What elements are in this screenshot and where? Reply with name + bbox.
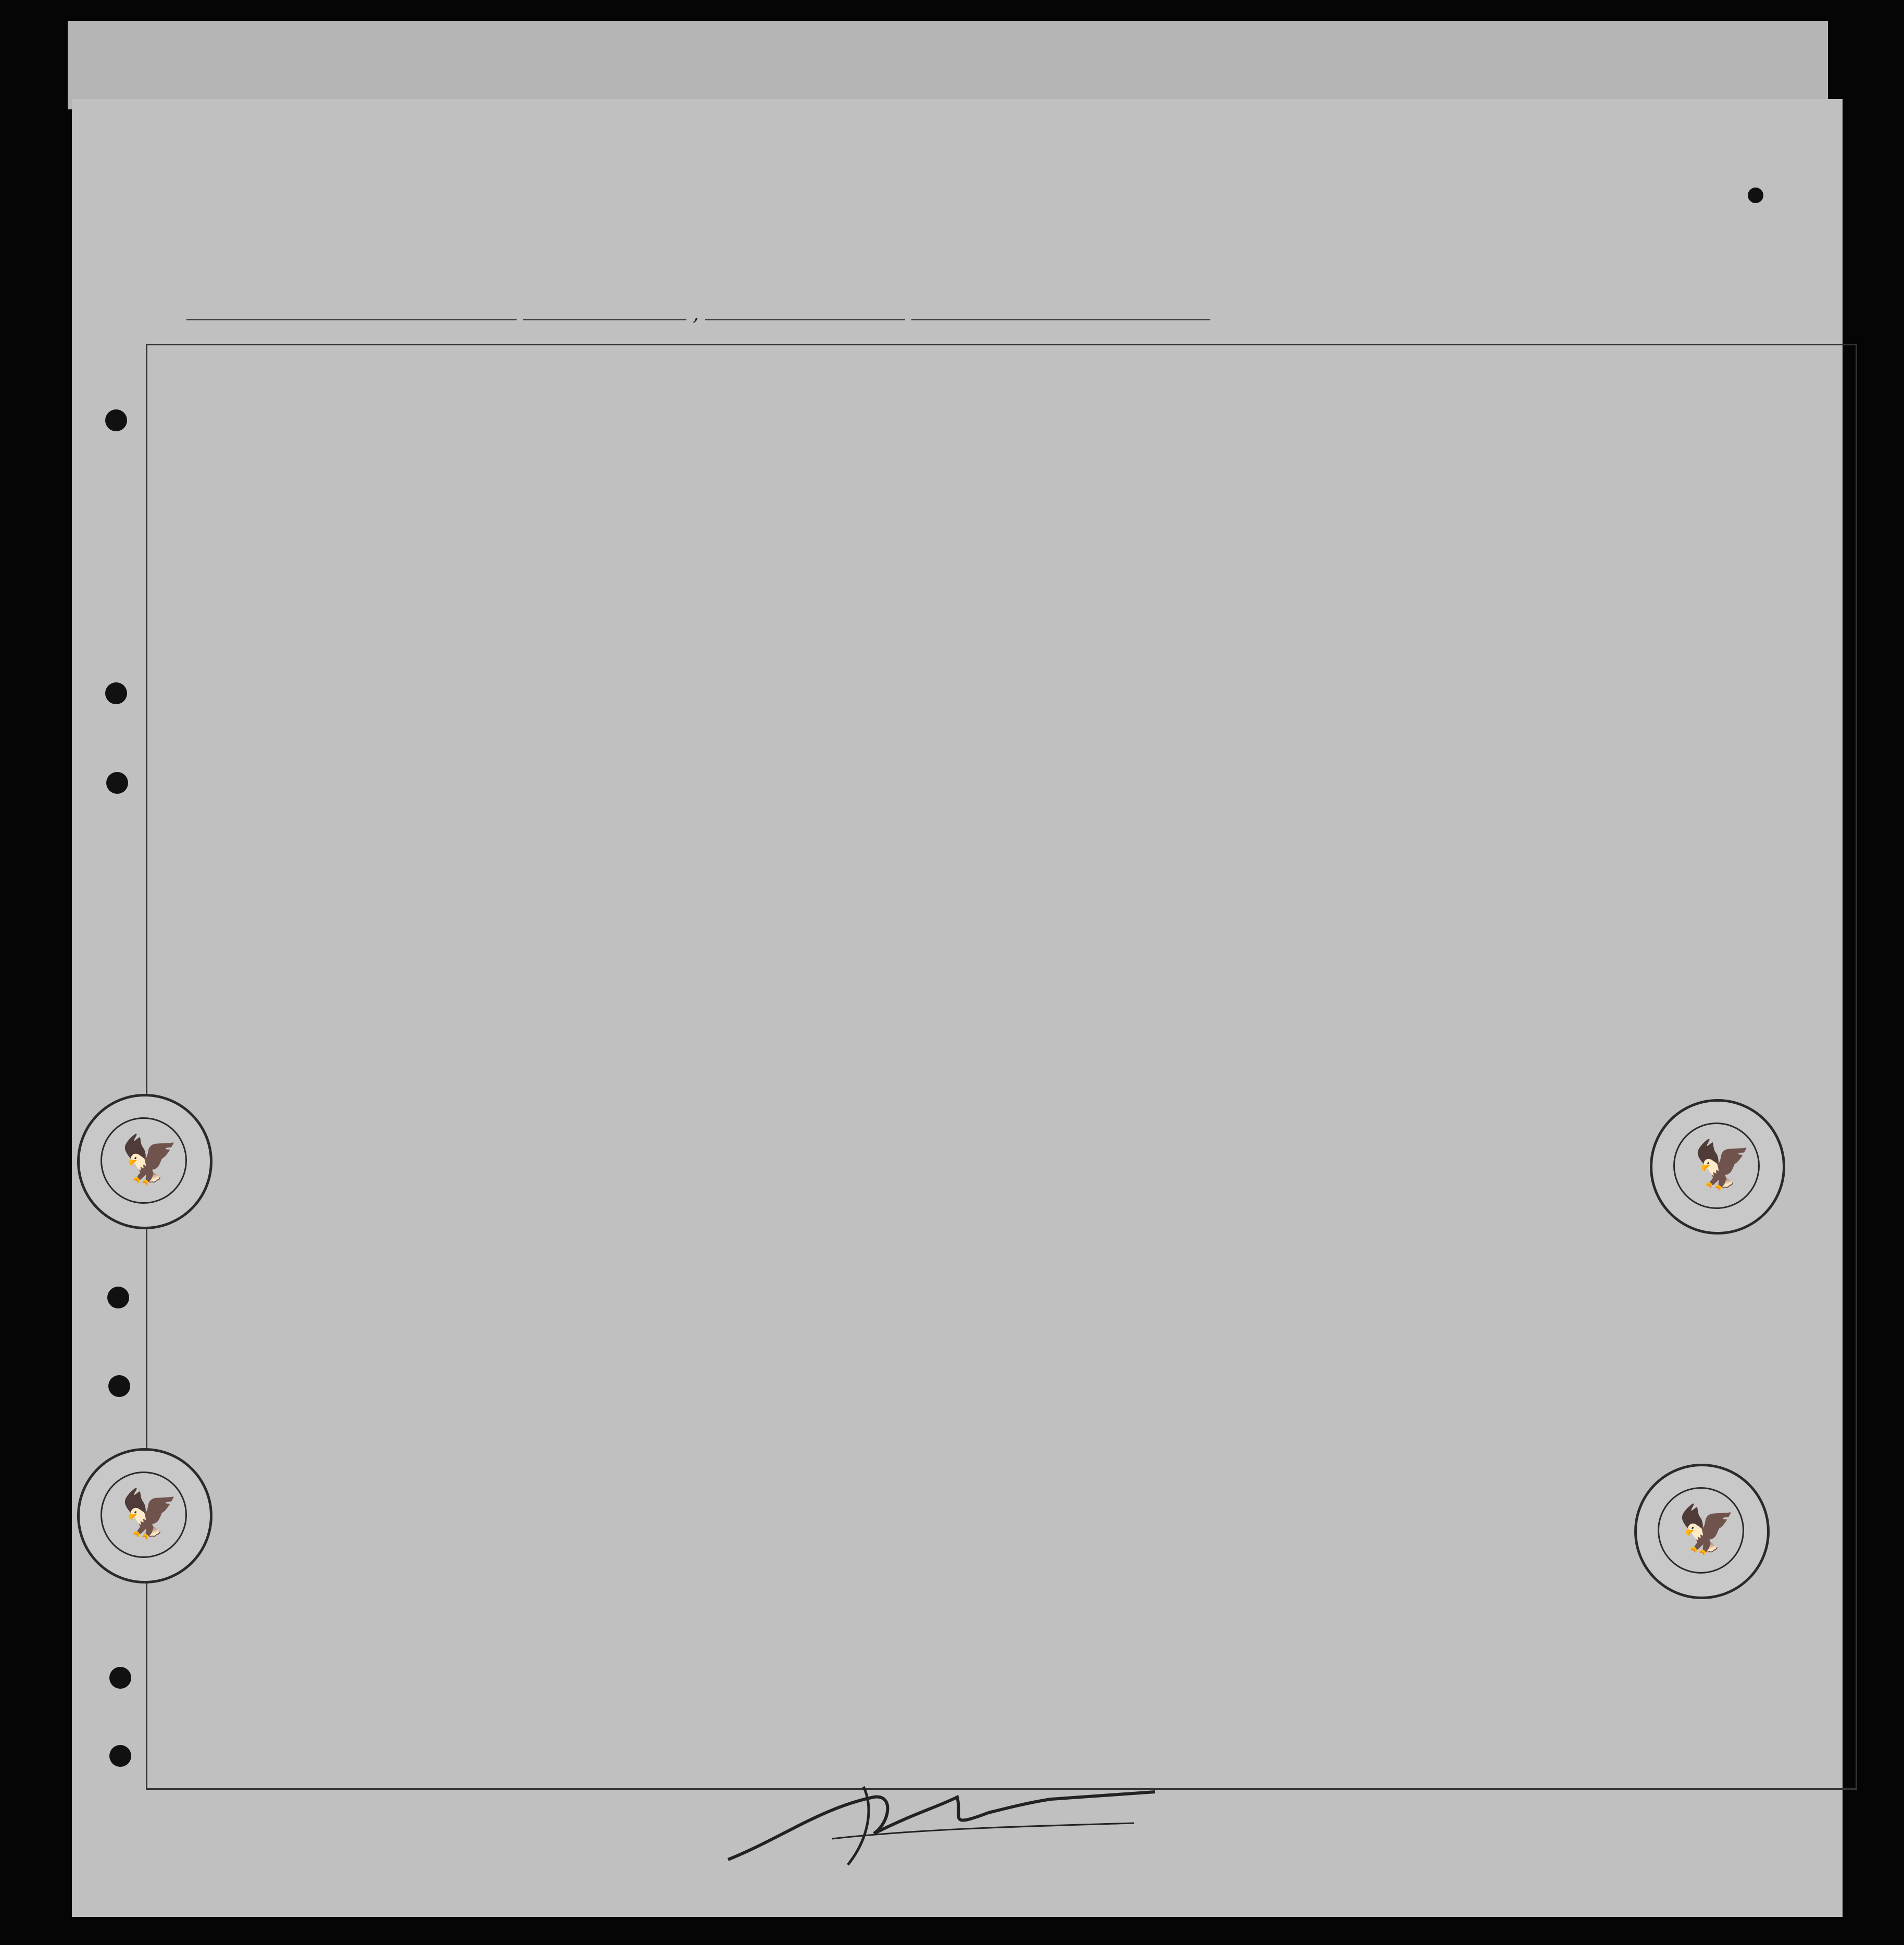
punch-hole [107, 1287, 129, 1308]
punch-hole [106, 772, 128, 794]
manifest-sheet [72, 99, 1843, 1917]
consulate-seal [1634, 1464, 1770, 1599]
punch-hole [105, 682, 127, 704]
punch-hole [109, 1667, 131, 1689]
departure-port [911, 319, 1210, 320]
punch-hole [109, 1745, 131, 1767]
vessel-name [186, 319, 517, 320]
voyage-line: , [186, 302, 1210, 325]
eagle-icon: 🦅 [1693, 1139, 1752, 1191]
manifest-table [146, 344, 1857, 1790]
consulate-seal [1650, 1099, 1785, 1235]
sheet-number [1713, 172, 1718, 189]
eagle-icon: 🦅 [1677, 1504, 1736, 1556]
punch-hole [1748, 188, 1763, 203]
arrival-date [705, 319, 882, 320]
punch-hole [105, 409, 127, 431]
consulate-seal [77, 1448, 212, 1584]
consulate-seal [77, 1094, 212, 1229]
eagle-icon: 🦅 [120, 1488, 179, 1540]
arrival-port [523, 319, 686, 320]
inspector-signature [718, 1776, 1166, 1870]
punch-hole [108, 1375, 130, 1397]
table-rules [147, 345, 1856, 1788]
eagle-icon: 🦅 [120, 1134, 179, 1186]
arrival-year [882, 319, 905, 320]
underlying-sheet [68, 21, 1828, 109]
